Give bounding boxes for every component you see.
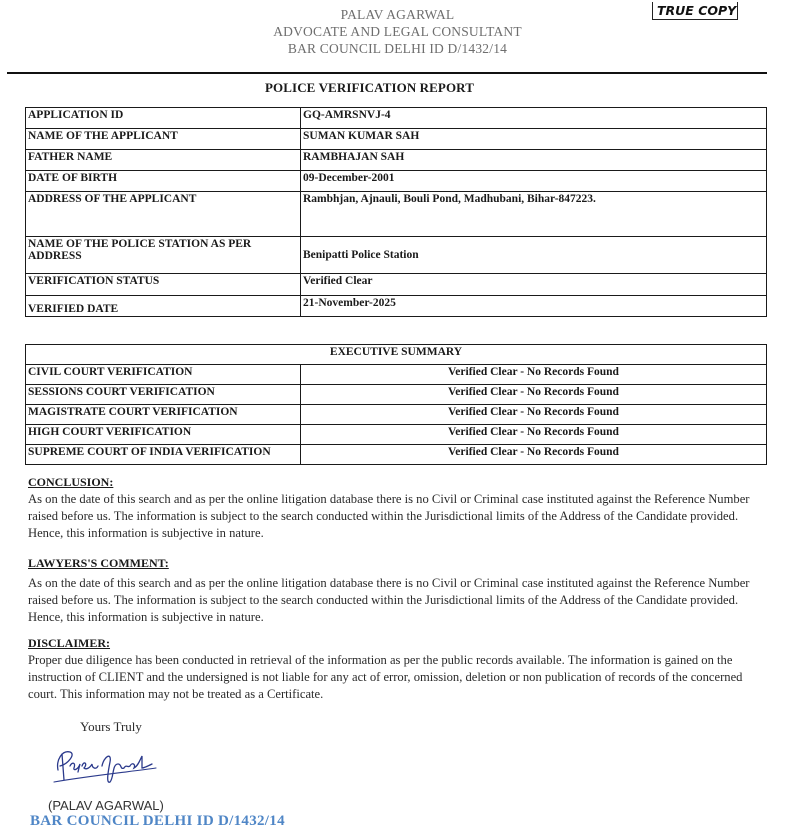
letterhead-bar-id: BAR COUNCIL DELHI ID D/1432/14 [287,41,508,56]
table-row [26,365,767,385]
date-of-birth-value: 09-December-2001 [301,171,767,192]
executive-summary-table [25,344,767,465]
field-label: DATE OF BIRTH [26,171,301,192]
closing-text: Yours Truly [80,719,142,734]
court-label: HIGH COURT VERIFICATION [26,425,301,445]
field-label: VERIFICATION STATUS [26,274,301,296]
address-value: Rambhjan, Ajnauli, Bouli Pond, Madhubani, Bihar-847223. [301,192,767,237]
lawyers-comment-text: As on the date of this search and as per the online litigation database there is no Civil or Criminal case instituted against the Reference Number raised before us. The information is subject to the search conducted within the Jurisdictional limits of the Address of the Candidate provided. Hence, this information is subjective in nature. [28,576,750,624]
table-row [26,296,767,317]
disclaimer-heading: DISCLAIMER: [28,636,111,650]
field-label: ADDRESS OF THE APPLICANT [26,192,301,237]
disclaimer-text: Proper due diligence has been conducted in retrieval of the information as per the public records available. The information is gained on the instruction of CLIENT and the undersigned is not liable for any act of error, omission, deletion or non publication of records of the concerned court. This information may not be treated as a Certificate. [28,653,743,701]
table-row [26,150,767,171]
court-result: Verified Clear - No Records Found [301,405,767,425]
true-copy-stamp: TRUE COPY [652,2,738,20]
court-label: MAGISTRATE COURT VERIFICATION [26,405,301,425]
field-label: NAME OF THE APPLICANT [26,129,301,150]
police-station-value: Benipatti Police Station [301,237,767,274]
lawyers-comment-section [28,555,763,626]
table-row [26,171,767,192]
lawyers-comment-heading: LAWYERS'S COMMENT: [28,556,169,570]
field-label: APPLICATION ID [26,108,301,129]
court-result: Verified Clear - No Records Found [301,425,767,445]
header-divider [7,72,767,74]
disclaimer-section [28,635,763,703]
report-title-text: POLICE VERIFICATION REPORT [265,80,474,95]
table-row [26,108,767,129]
letterhead-designation: ADVOCATE AND LEGAL CONSULTANT [273,24,522,39]
table-header-row [26,345,767,365]
court-label: SUPREME COURT OF INDIA VERIFICATION [26,445,301,465]
table-row [26,274,767,296]
court-result: Verified Clear - No Records Found [301,385,767,405]
verification-status-value: Verified Clear [301,274,767,296]
court-label: SESSIONS COURT VERIFICATION [26,385,301,405]
father-name-value: RAMBHAJAN SAH [301,150,767,171]
field-label: FATHER NAME [26,150,301,171]
applicant-name-value: SUMAN KUMAR SAH [301,129,767,150]
court-result: Verified Clear - No Records Found [301,365,767,385]
court-label: CIVIL COURT VERIFICATION [26,365,301,385]
court-result: Verified Clear - No Records Found [301,445,767,465]
field-label: VERIFIED DATE [26,296,301,317]
table-row [26,405,767,425]
conclusion-heading: CONCLUSION: [28,475,114,489]
verified-date-value: 21-November-2025 [301,296,767,317]
table-row [26,237,767,274]
table-row [26,445,767,465]
field-label: NAME OF THE POLICE STATION AS PER ADDRESS [26,237,301,274]
conclusion-section [28,474,763,542]
report-title [0,80,795,96]
signature-icon [48,742,160,792]
table-row [26,129,767,150]
applicant-details-table [25,107,767,317]
application-id-value: GQ-AMRSNVJ-4 [301,108,767,129]
signatory-bar-id: BAR COUNCIL DELHI ID D/1432/14 [30,813,285,829]
table-row [26,425,767,445]
letterhead-name: PALAV AGARWAL [340,7,455,22]
conclusion-text: As on the date of this search and as per the online litigation database there is no Civil or Criminal case instituted against the Reference Number raised before us. The information is subject to the search conducted within the Jurisdictional limits of the Address of the Candidate provided. Hence, this information is subjective in nature. [28,492,750,540]
table-row [26,385,767,405]
executive-summary-heading: EXECUTIVE SUMMARY [26,345,767,365]
signatory-name: (PALAV AGARWAL) [48,798,164,813]
table-row [26,192,767,237]
